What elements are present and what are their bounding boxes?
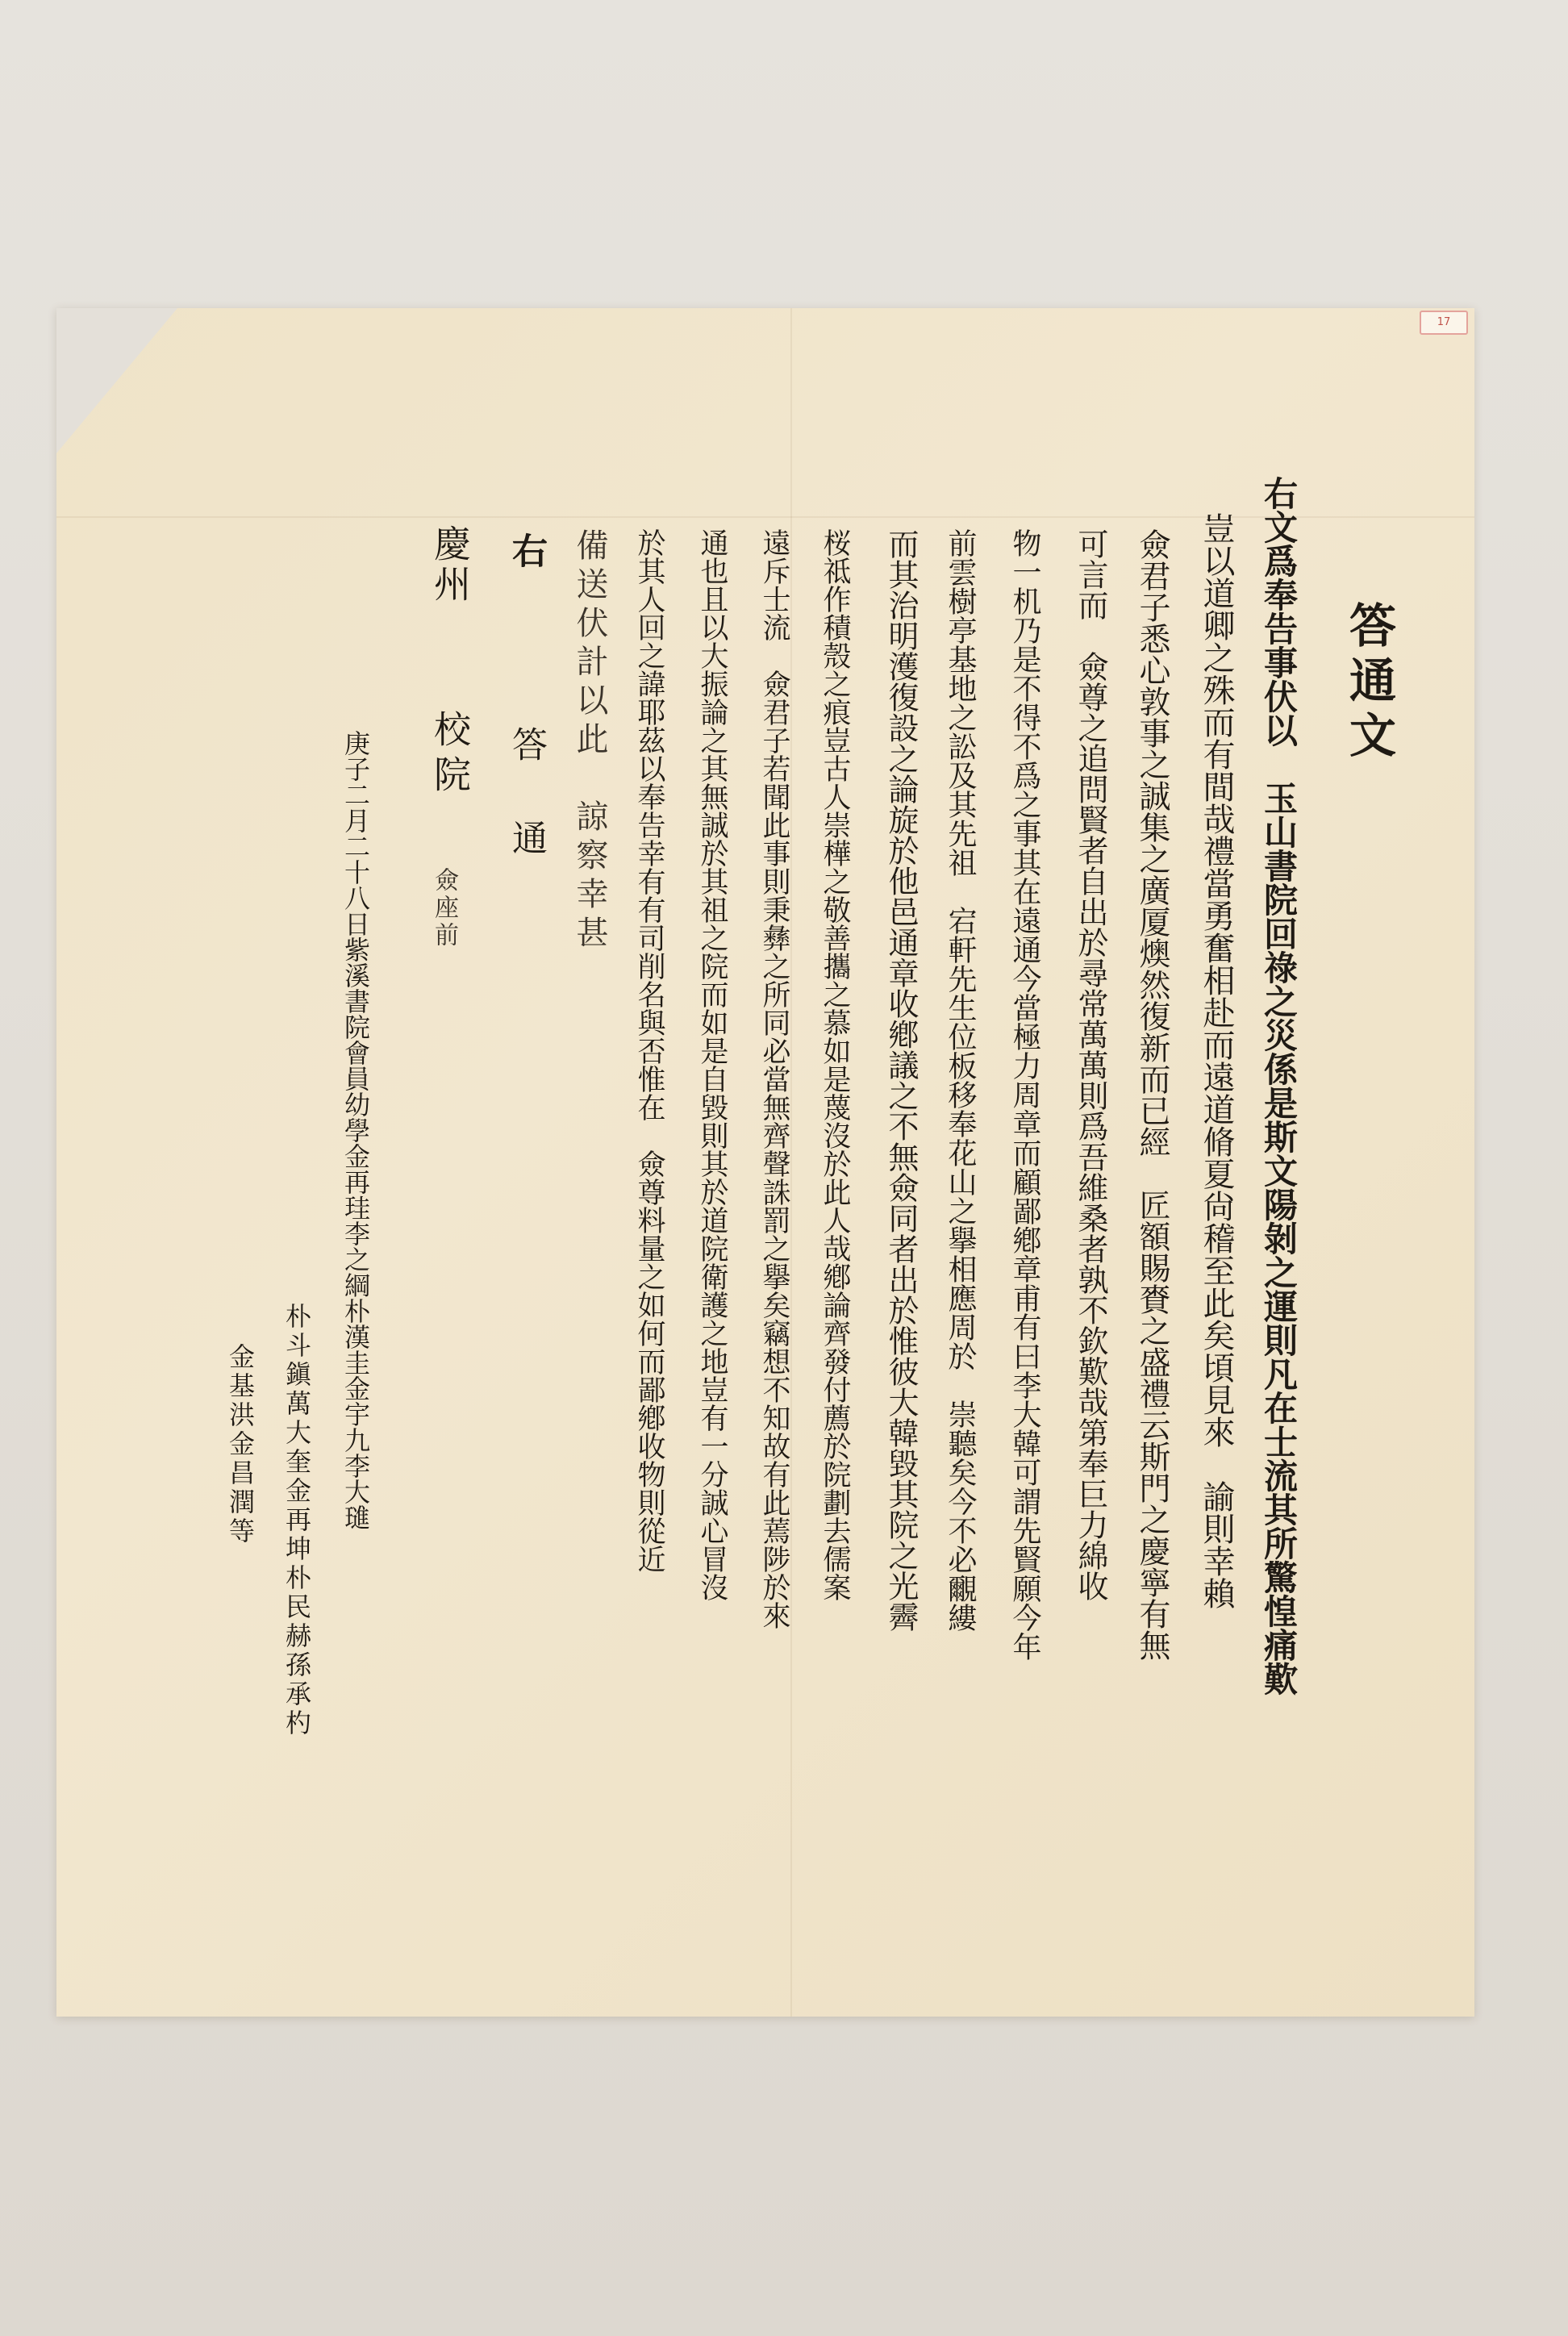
body-line-1: 右文爲奉告事伏以 玉山書院回祿之災係是斯文陽剝之運則凡在士流其所驚惶痛歎 [1259, 476, 1299, 1696]
date-and-senders: 庚子二月二十八日紫溪書院會員幼學金再珪李之綱朴漢圭金宇九李大璡 [340, 730, 371, 1530]
body-line-2: 豈以道卿之殊而有間哉禮當勇奮相赴而遠道脩夏尙稽至此矣頃見來 諭則幸賴 [1198, 512, 1235, 1609]
body-line-12: 備送伏計以此 諒察幸甚 [571, 528, 608, 954]
body-line-11: 於其人回之諱耶茲以奉告幸有有司削名與否惟在 僉尊料量之如何而鄙鄕收物則從近 [633, 528, 665, 1573]
closing-to: 答 通 [506, 726, 547, 866]
body-line-5: 物一机乃是不得不爲之事其在遠通今當極力周章而顧鄙鄕章甫有曰李大韓可謂先賢願今年 [1008, 528, 1041, 1661]
body-line-10: 通也且以大振論之其無誠於其祖之院而如是自毀則其於道院衛護之地豈有一分誠心冒沒 [696, 528, 728, 1601]
body-line-3: 僉君子悉心敦事之誠集之廣厦燠然復新而已經 匠額賜賚之盛禮云斯門之慶寧有無 [1134, 528, 1170, 1661]
addressee-institution: 校院 [428, 710, 472, 800]
document-title: 答通文 [1341, 601, 1396, 765]
folded-corner [56, 308, 177, 453]
archive-tag: 17 [1420, 311, 1468, 335]
body-line-4: 可言而 僉尊之追問賢者自出於尋常萬萬則爲吾維桑者孰不欽歎哉第奉巨力綿收 [1073, 528, 1108, 1601]
addressee-region: 慶州 [428, 524, 472, 605]
body-line-6: 前雲樹亭基地之訟及其先祖 宕軒先生位板移奉花山之擧相應周於 崇聽矣今不必覼縷 [944, 528, 977, 1632]
body-line-8: 桜祗作積殼之痕豈古人崇樺之敬善攜之慕如是蔑沒於此人哉鄕論齊發付薦於院劃去儒案 [819, 528, 851, 1601]
signatories-line-2: 金基洪金昌潤等 [225, 1343, 256, 1546]
closing-right: 右 [506, 532, 547, 571]
signatories-line-1: 朴斗鎭萬大奎金再坤朴民赫孫承杓 [281, 1303, 312, 1738]
body-line-7: 而其治明濩復設之論旋於他邑通章收鄕議之不無僉同者出於惟彼大韓毀其院之光霽 [883, 528, 919, 1632]
addressee-recipient: 僉座前 [430, 867, 458, 949]
body-line-9: 遠斥士流 僉君子若聞此事則秉彝之所同必當無齊聲誅罰之擧矣竊想不知故有此蔫陟於來 [758, 528, 790, 1629]
